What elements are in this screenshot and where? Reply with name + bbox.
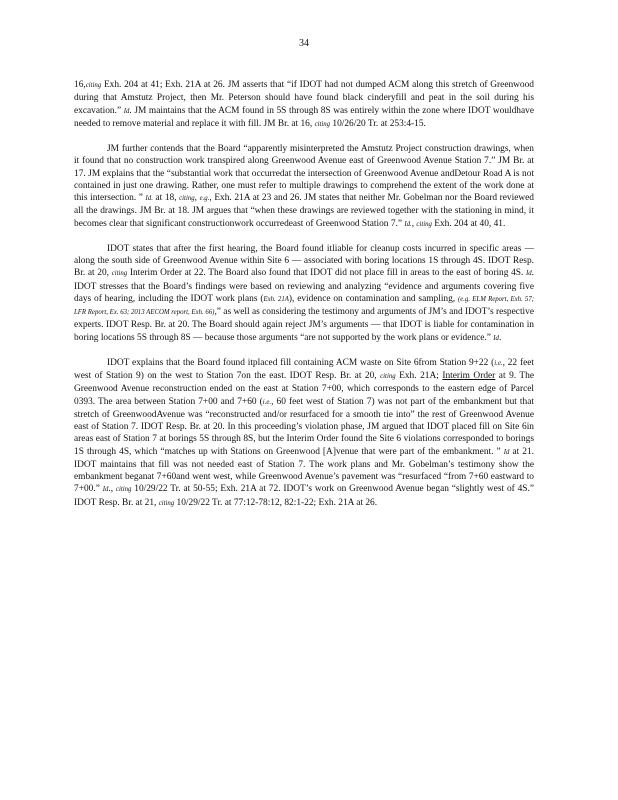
text-run: , (411, 218, 417, 229)
citation-signal: citing (115, 486, 132, 494)
text-run: 10/29/22 Tr. at 77:12-78:12, 82:1-22; Exh. 21A at 26. (174, 497, 378, 508)
citation-signal: i.e. (262, 398, 272, 406)
citation-signal: i.e. (494, 359, 503, 367)
text-run: JM further contends that the Board “apparently misinterpreted the Amstutz Project construction drawings, when it found that no construction work transpired along Greenwood Avenue east of Greenwood Avenue Station 7.” JM Br. at 17. JM explains that the “substantial work that occurredat the intersection of Greenwood Avenue andDetour Road A is not contained in just one drawing. Rather, one must refer to multiple drawings to comprehend the extent of the work done at this intersection. ” (74, 144, 534, 203)
text-run: Exh. 204 at 40, 41. (431, 218, 506, 229)
citation-signal: Id (503, 448, 510, 456)
text-run: , Exh. 21A at 23 and 26. JM states that neither Mr. Gobelman nor the Board reviewed all the drawings. JM Br. at 18. JM argues that “when these drawings are reviewed together with the stationing in mind, it becomes clear that significant constructionwork occurredeast of Greenwood Station 7.” (74, 193, 534, 229)
text-run: Interim Order (442, 371, 496, 381)
citation-signal: Id. (404, 220, 412, 228)
citation-signal: citing (380, 373, 396, 380)
text-run: IDOT explains that the Board found itplaced fill containing ACM waste on Site 6from Station 9+22 ( (107, 357, 495, 368)
text-run: at 18, (152, 193, 180, 203)
paragraph-p4 (74, 357, 534, 510)
paragraph-p3 (74, 243, 534, 345)
text-run: , 60 feet west of Station 7) was not part of the embankment but that stretch of GreenwoodAvenue was “reconstructed and/or resurfaced for a smooth tie into” the rest of Greenwood Avenue east of Station 7. IDOT Resp. Br. at 20. In this proceeding’s violation phase, JM argued that IDOT placed fill on Site 6in areas east of Station 7 at borings 5S through 8S, but the Interim Order found the Site 6 violations corresponded to borings 1S through 4S, which “matches up with Stations on Greenwood [A]venue that were part of the embankment. ” (74, 396, 534, 457)
citation-signal: citing (416, 220, 432, 228)
text-run: , (194, 193, 200, 203)
text-run: 10/26/20 Tr. at 253:4-15. (330, 118, 426, 129)
page-number: 34 (299, 38, 309, 49)
citation-signal: Exh. 21A (263, 295, 289, 303)
text-run: 10/29/22 Tr. at 50-55; Exh. 21A at 72. IDOT’s work on Greenwood Avenue began “slightly west of 4S.” IDOT Resp. Br. at 21, (74, 484, 535, 508)
paragraph-p2 (74, 143, 534, 231)
citation-signal: citing (158, 499, 175, 507)
text-run: at 9. The Greenwood Avenue reconstruction ended on the east at Station 7+00, which corresponds to the eastern edge of Parcel 0393. The area between Station 7+00 and 7+60 ( (74, 371, 535, 407)
paragraph-p1 (74, 79, 534, 131)
citation-signal: Id (123, 107, 130, 115)
citation-signal: citing (85, 82, 102, 89)
text-run: ), evidence on contamination and sampling, (288, 293, 458, 304)
text-run: IDOT states that after the first hearing, the Board found itliable for cleanup costs incurred in specific areas — along the south side of Greenwood Avenue within Site 6 — associated with boring locations 1S through 4S. IDOT Resp. Br. at 20, (74, 243, 534, 279)
text-run: Exh. 21A; (395, 371, 443, 381)
text-run: ,” as well as considering the testimony and arguments of JM’s and IDOT’s respective experts. IDOT Resp. Br. at 20. The Board should again reject JM’s arguments — that IDOT is liable for contamination in boring locations 5S through 8S — because those arguments “are not supported by the work plans or evidence.” (74, 307, 534, 343)
text-run: , 22 feet west of Station 9) on the west to Station 7on the east. IDOT Resp. Br. at 20, (74, 357, 534, 381)
citation-signal: citing (111, 270, 128, 278)
citation-signal: citing (179, 195, 195, 202)
text-run: . IDOT stresses that the Board’s findings were based on reviewing and analyzing “evidence and arguments covering five days of hearing, including the IDOT work plans ( (74, 268, 535, 304)
citation-signal: (e.g. ELM Report, Exh. 57; LFR Report, Ex. 63; 2013 AECOM report, Exh. 66) (74, 295, 534, 316)
text-run: 16, (74, 80, 86, 90)
text-run: ., (108, 484, 116, 495)
text-run: at 21. IDOT maintains that fill was not needed east of Station 7. The work plans and Mr. Gobelman’s testimony show the embankment beganat 7+60and went west, while Greenwood Avenue’s pavement was “resurfaced “from 7+60 eastward to 7+00.” (74, 446, 534, 495)
citation-signal: Id (526, 270, 532, 278)
citation-signal: Id (102, 486, 109, 494)
document-body (74, 79, 534, 510)
text-run: Interim Order at 22. The Board also found that IDOT did not place fill in areas to the east of boring 4S. (127, 268, 526, 279)
citation-signal: e.g. (199, 195, 210, 202)
citation-signal: Id. (145, 195, 153, 202)
text-run: . (498, 332, 502, 343)
citation-signal: Id (493, 334, 499, 342)
text-run: Exh. 204 at 41; Exh. 21A at 26. JM asserts that “if IDOT had not dumped ACM along this stretch of Greenwood during that Amstutz Project, then Mr. Peterson should have found black cinderyfill and peat in the soil during his excavation.” (74, 80, 534, 116)
text-run: . JM maintains that the ACM found in 5S through 8S was entirely within the zone where IDOT wouldhave needed to remove material and replace it with fill. JM Br. at 16, (74, 105, 535, 129)
citation-signal: citing (314, 120, 331, 128)
